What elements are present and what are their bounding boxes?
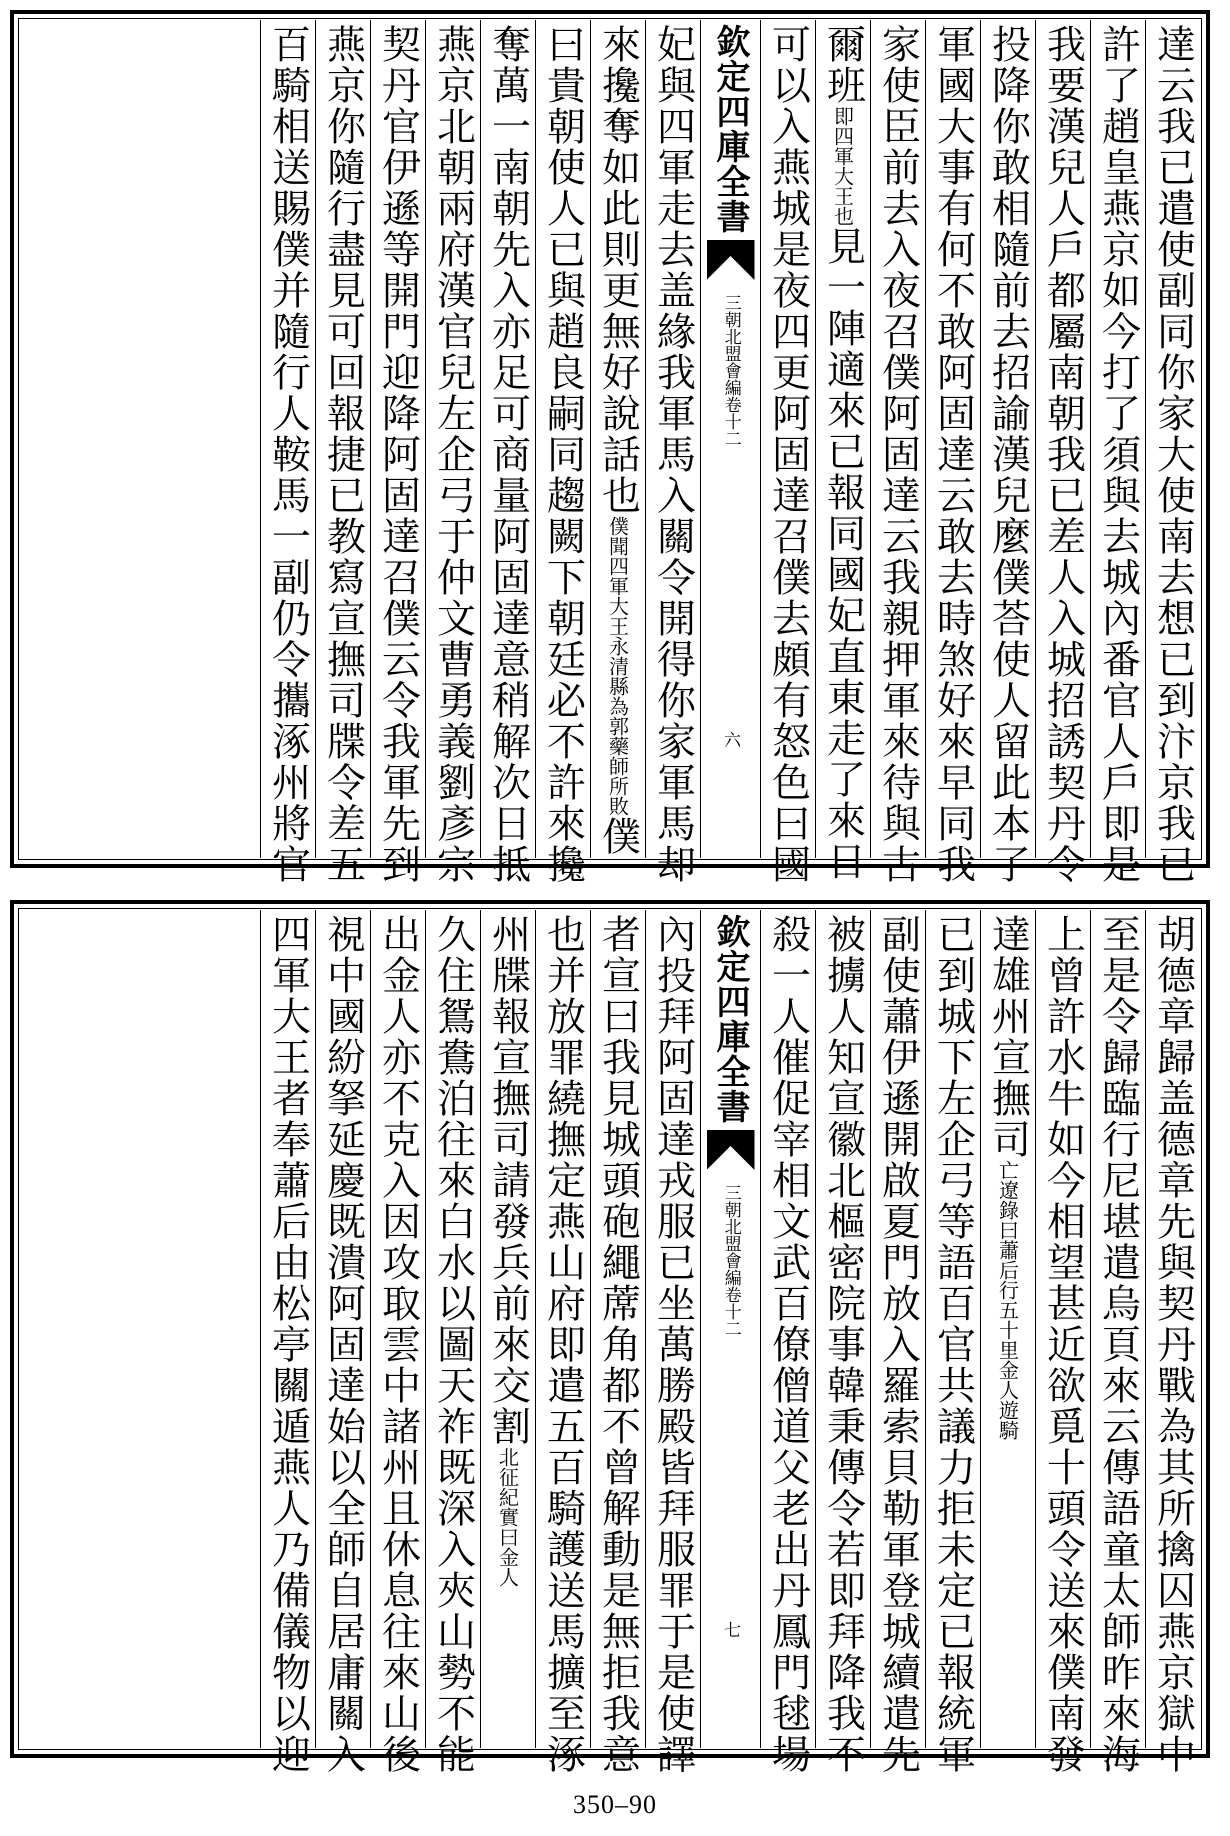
- main-text: 者宣曰我見城頭砲繩蓆角都不曾解動是無拒我意: [595, 914, 641, 1775]
- text-column: [535, 20, 590, 885]
- main-text: 家使臣前去入夜召僕阿固達云我親押軍來待與古: [875, 24, 921, 885]
- bottom-page-frame: [10, 900, 1210, 1775]
- main-text: 見一陣適來已報同國妃直東走了來日: [820, 226, 866, 882]
- main-text: 被擄人知宣徽北樞密院事韓秉傳令若即拜降我不: [820, 914, 866, 1775]
- commentary-note: 亡遼錄曰蕭后行五十里金人遊騎: [995, 1160, 1020, 1440]
- main-text: 僕: [595, 816, 641, 857]
- column-text: [765, 24, 811, 885]
- text-column: [760, 20, 815, 885]
- main-text: 四軍大王者奉蕭后由松亭關遁燕人乃備儀物以迎: [265, 914, 311, 1775]
- text-column: [370, 20, 425, 885]
- bottom-page-columns: [20, 910, 1200, 1775]
- column-text: [540, 914, 586, 1775]
- main-text: 百騎相送賜僕并隨行人鞍馬一副仍令攜涿州將官: [265, 24, 311, 885]
- column-text: [375, 914, 421, 1775]
- column-text: [930, 24, 976, 885]
- main-text: 達雄州宣撫司: [985, 914, 1031, 1160]
- column-text: [595, 914, 641, 1775]
- text-column: [1145, 910, 1200, 1775]
- folio-number: 六: [720, 731, 740, 748]
- main-text: 燕京你隨行盡見可回報捷已教寫宣撫司牒令差五: [320, 24, 366, 885]
- text-column: [1035, 20, 1090, 885]
- column-text: [265, 24, 311, 885]
- text-column: [480, 20, 535, 885]
- column-text: [820, 914, 866, 1775]
- text-column: [315, 20, 370, 885]
- commentary-note: 即四軍大王也: [830, 106, 855, 226]
- book-title: 三朝北盟會編: [720, 1184, 741, 1286]
- collection-title: 欽定四庫全書: [710, 914, 750, 1124]
- book-title: 三朝北盟會編: [720, 294, 741, 396]
- top-page-columns: [20, 20, 1200, 885]
- text-column: [925, 20, 980, 885]
- text-column: [370, 910, 425, 1775]
- column-text: [485, 24, 531, 885]
- column-text: [375, 24, 421, 885]
- text-column: [1145, 20, 1200, 885]
- column-text: [595, 24, 641, 858]
- text-column: [645, 20, 700, 885]
- page-number: 350–90: [573, 1790, 657, 1819]
- text-column: [535, 910, 590, 1775]
- main-text: 胡德章歸盖德章先與契丹戰為其所擒囚燕京獄中: [1150, 914, 1196, 1775]
- volume-label: 卷十二: [720, 396, 741, 447]
- column-text: [985, 914, 1031, 1748]
- column-text: [650, 24, 696, 885]
- text-column: [760, 910, 815, 1775]
- text-column: [425, 20, 480, 885]
- column-text: [875, 24, 921, 885]
- text-column: [480, 910, 535, 1748]
- column-text: [765, 914, 811, 1775]
- book-info: [720, 1184, 740, 1337]
- text-column: [590, 910, 645, 1775]
- main-text: 已到城下左企弓等語百官共議力拒未定已報統軍: [930, 914, 976, 1775]
- center-fold-column: [700, 20, 760, 858]
- main-text: 視中國紛拏延慶既潰阿固達始以全師自居庸關入: [320, 914, 366, 1775]
- main-text: 投降你敢相隨前去招諭漢兒麼僕荅使人留此本了: [985, 24, 1031, 885]
- main-text: 來攙奪如此則更無好說話也: [595, 24, 641, 516]
- column-text: [1095, 24, 1141, 885]
- collection-title: 欽定四庫全書: [710, 24, 750, 234]
- text-column: [980, 910, 1035, 1748]
- column-text: [650, 914, 696, 1775]
- text-column: [315, 910, 370, 1775]
- main-text: 我要漢兒人戶都屬南朝我已差人入城招誘契丹令: [1040, 24, 1086, 885]
- text-column: [925, 910, 980, 1775]
- text-column: [590, 20, 645, 858]
- column-text: [265, 914, 311, 1775]
- text-column: [260, 20, 315, 885]
- main-text: 曰貴朝使人已與趙良嗣同趨闕下朝廷必不許來攙: [540, 24, 586, 885]
- text-column: [870, 910, 925, 1775]
- main-text: 副使蕭伊遜開啟夏門放入羅索貝勒軍登城續遣先: [875, 914, 921, 1775]
- column-text: [430, 24, 476, 885]
- main-text: 軍國大事有何不敢阿固達云敢去時煞好來早同我: [930, 24, 976, 885]
- top-page-frame: [10, 10, 1210, 885]
- fish-tail-mark-icon: [707, 240, 755, 280]
- volume-label: 卷十二: [720, 1286, 741, 1337]
- column-text: [1040, 24, 1086, 885]
- text-column: [980, 20, 1035, 885]
- text-column: [1035, 910, 1090, 1775]
- text-column: [1090, 20, 1145, 885]
- main-text: 奪萬一南朝先入亦足可商量阿固達意稍解次日抵: [485, 24, 531, 885]
- main-text: 內投拜阿固達戎服已坐萬勝殿皆拜服罪于是使譯: [650, 914, 696, 1775]
- commentary-note: 僕聞四軍大王永清縣為郭藥師所敗: [605, 516, 630, 816]
- column-text: [1040, 914, 1086, 1775]
- main-text: 妃與四軍走去盖緣我軍馬入關令開得你家軍馬却: [650, 24, 696, 885]
- commentary-note: 北征紀實曰金人: [495, 1447, 520, 1587]
- column-text: [930, 914, 976, 1775]
- main-text: 出金人亦不克入因攻取雲中諸州且休息往來山後: [375, 914, 421, 1775]
- book-info: [720, 294, 740, 447]
- column-text: [985, 24, 1031, 885]
- main-text: 殺一人催促宰相文武百僚僧道父老出丹鳳門毬場: [765, 914, 811, 1775]
- main-text: 也并放罪繞撫定燕山府即遣五百騎護送馬擴至涿: [540, 914, 586, 1775]
- column-text: [320, 914, 366, 1775]
- main-text: 州牒報宣撫司請發兵前來交割: [485, 914, 531, 1447]
- text-column: [425, 910, 480, 1775]
- column-text: [430, 914, 476, 1775]
- text-column: [645, 910, 700, 1775]
- column-text: [540, 24, 586, 885]
- text-column: [815, 910, 870, 1775]
- main-text: 久住鴛鴦泊往來白水以圖天祚既深入夾山勢不能: [430, 914, 476, 1775]
- folio-number: 七: [720, 1621, 740, 1638]
- text-column: [260, 910, 315, 1775]
- text-column: [870, 20, 925, 885]
- column-text: [1150, 24, 1196, 885]
- text-column: [815, 20, 870, 882]
- column-text: [875, 914, 921, 1775]
- fish-tail-mark-icon: [707, 1130, 755, 1170]
- main-text: 上曾許水牛如今相望甚近欲覓十頭令送來僕南發: [1040, 914, 1086, 1775]
- text-column: [1090, 910, 1145, 1775]
- main-text: 契丹官伊遜等開門迎降阿固達召僕云令我軍先到: [375, 24, 421, 885]
- main-text: 可以入燕城是夜四更阿固達召僕去頗有怒色曰國: [765, 24, 811, 885]
- main-text: 達云我已遣使副同你家大使南去想已到汴京我已: [1150, 24, 1196, 885]
- column-text: [320, 24, 366, 885]
- column-text: [820, 24, 866, 882]
- main-text: 許了趙皇燕京如今打了須與去城內番官人戶即是: [1095, 24, 1141, 885]
- column-text: [1095, 914, 1141, 1775]
- column-text: [1150, 914, 1196, 1775]
- main-text: 燕京北朝兩府漢官兒左企弓于仲文曹勇義劉彥宗: [430, 24, 476, 885]
- center-fold-column: [700, 910, 760, 1748]
- column-text: [485, 914, 531, 1748]
- main-text: 至是令歸臨行尼堪遣烏頁來云傳語童太師昨來海: [1095, 914, 1141, 1775]
- main-text: 爾班: [820, 24, 866, 106]
